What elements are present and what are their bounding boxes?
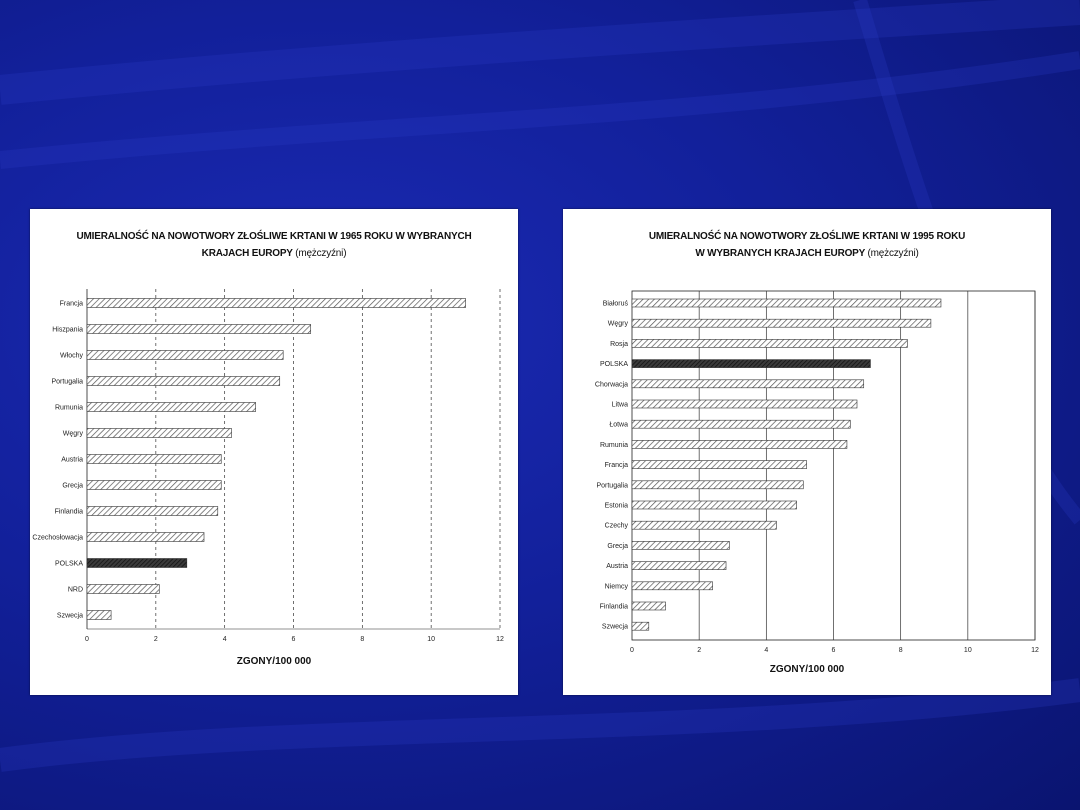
category-label-szwecja: Szwecja [601, 623, 628, 631]
bar-wegry [87, 429, 232, 438]
bar-francja [87, 299, 466, 308]
category-label-francja: Francja [604, 462, 628, 470]
bar-rosja [632, 339, 907, 347]
chart-1965-title-line2-light: (mężczyźni) [295, 248, 347, 259]
category-label-austria: Austria [61, 456, 83, 464]
chart-1965-title-line2-bold: KRAJACH EUROPY [201, 248, 293, 259]
category-label-szwecja: Szwecja [56, 612, 83, 620]
bar-czechoslowacja [87, 533, 204, 542]
category-label-polska: POLSKA [54, 560, 83, 568]
x-tick-label: 6 [831, 647, 836, 654]
category-label-austria: Austria [606, 563, 628, 571]
x-tick-label: 8 [360, 636, 365, 643]
category-label-francja: Francja [59, 300, 83, 308]
bar-finlandia [87, 507, 218, 516]
category-label-hiszpania: Hiszpania [52, 326, 83, 334]
bar-portugalia [632, 481, 803, 489]
category-label-grecja: Grecja [62, 482, 83, 490]
category-label-estonia: Estonia [604, 502, 628, 510]
bar-wegry [632, 319, 931, 327]
bar-grecja [632, 541, 729, 549]
category-label-chorwacja: Chorwacja [594, 381, 628, 389]
x-tick-label: 6 [291, 636, 296, 643]
chart-1995-title-line2 [563, 248, 1051, 259]
bar-czechy [632, 521, 776, 529]
bar-bialorus [632, 299, 941, 307]
category-label-rumunia: Rumunia [599, 441, 628, 449]
chart-panel-1995 [563, 209, 1051, 695]
bar-niemcy [632, 582, 713, 590]
bar-chorwacja [632, 380, 864, 388]
category-label-nrd: NRD [67, 586, 83, 594]
x-tick-label: 0 [85, 636, 89, 643]
category-label-portugalia: Portugalia [51, 378, 83, 386]
category-label-grecja: Grecja [607, 542, 628, 550]
chart-1995-title-line2-light: (mężczyźni) [867, 248, 919, 259]
category-label-niemcy: Niemcy [604, 583, 628, 591]
chart-1995-plot [563, 209, 1051, 695]
bar-rumunia [632, 440, 847, 448]
chart-1995-title-line1: UMIERALNOŚĆ NA NOWOTWORY ZŁOŚLIWE KRTANI W 1995 ROKU [648, 231, 966, 242]
x-tick-label: 0 [630, 647, 634, 654]
bar-grecja [87, 481, 221, 490]
category-label-bialorus: Białoruś [602, 300, 628, 308]
category-label-wegry: Węgry [607, 320, 628, 328]
category-label-portugalia: Portugalia [596, 482, 628, 490]
bar-polska [632, 360, 870, 368]
bar-austria [87, 455, 221, 464]
category-label-wlochy: Włochy [60, 352, 83, 360]
category-label-wegry: Węgry [62, 430, 83, 438]
category-label-polska: POLSKA [599, 361, 628, 369]
category-label-rumunia: Rumunia [54, 404, 83, 412]
chart-1965-plot [30, 209, 518, 695]
category-label-czechoslowacja: Czechosłowacja [32, 534, 83, 542]
bar-finlandia [632, 602, 666, 610]
bar-estonia [632, 501, 797, 509]
chart-1995-xlabel: ZGONY/100 000 [769, 664, 845, 675]
chart-1995-title-line2-bold: W WYBRANYCH KRAJACH EUROPY [695, 248, 865, 259]
bar-rumunia [87, 403, 256, 412]
category-label-finlandia: Finlandia [54, 508, 83, 516]
x-tick-label: 12 [1031, 647, 1039, 654]
bar-lotwa [632, 420, 850, 428]
bar-litwa [632, 400, 857, 408]
chart-panel-1965 [30, 209, 518, 695]
x-tick-label: 10 [963, 647, 972, 654]
category-label-czechy: Czechy [604, 522, 628, 530]
x-tick-label: 4 [764, 647, 769, 654]
category-label-litwa: Litwa [611, 401, 628, 409]
chart-1965-xlabel: ZGONY/100 000 [236, 656, 312, 667]
x-tick-label: 10 [427, 636, 436, 643]
category-label-finlandia: Finlandia [599, 603, 628, 611]
bar-szwecja [87, 611, 111, 620]
x-tick-label: 2 [697, 647, 702, 654]
bar-nrd [87, 585, 159, 594]
chart-1965-title-line2 [30, 248, 518, 259]
x-tick-label: 12 [496, 636, 504, 643]
bar-polska [87, 559, 187, 568]
category-label-lotwa: Łotwa [609, 421, 628, 429]
bar-szwecja [632, 622, 649, 630]
x-tick-label: 2 [153, 636, 158, 643]
x-tick-label: 8 [898, 647, 903, 654]
chart-1965-title-line1: UMIERALNOŚĆ NA NOWOTWORY ZŁOŚLIWE KRTANI W 1965 ROKU W WYBRANYCH [76, 231, 472, 242]
bar-austria [632, 562, 726, 570]
bar-wlochy [87, 351, 283, 360]
bar-portugalia [87, 377, 280, 386]
category-label-rosja: Rosja [610, 340, 628, 348]
x-tick-label: 4 [222, 636, 227, 643]
bar-hiszpania [87, 325, 311, 334]
bar-francja [632, 461, 807, 469]
